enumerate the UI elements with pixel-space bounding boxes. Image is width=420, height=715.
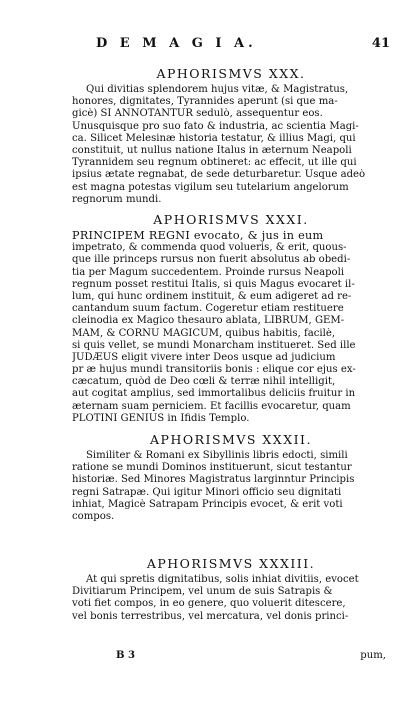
aphorism-30 xyxy=(72,66,390,206)
text-line: At qui spretis dignitatibus, solis inhiat divitiis, evocet xyxy=(86,574,359,585)
text-line: Qui divitias splendorem hujus vitæ, & Magistratus, xyxy=(86,84,349,95)
aphorism-heading: APHORISMVS XXX. xyxy=(156,66,306,81)
text-line: cæcatum, quòd de Deo cœli & terræ nihil intelligit, xyxy=(72,376,336,388)
text-line: regni Satrapæ. Qui igitur Minori officio seu dignitati xyxy=(72,486,342,498)
text-line: si quis vellet, se mundi Monarcham institueret. Sed ille xyxy=(72,339,356,351)
running-head xyxy=(96,36,396,51)
text-line: compos. xyxy=(72,510,115,522)
text-line: impetrato, & commenda quod volueris, & erit, quous- xyxy=(72,242,347,254)
text-line: pr æ hujus mundi transitoriis bonis : elique cor ejus ex- xyxy=(72,364,356,376)
text-line: que ille princeps rursus non fuerit absolutus ab obedi- xyxy=(72,254,351,266)
text-line: tia per Magum succedentem. Proinde rursus Neapoli xyxy=(72,266,345,278)
text-line: ca. Silicet Melesinæ historia testatur, & illius Magi, qui xyxy=(72,132,356,144)
aphorism-text xyxy=(72,450,390,523)
text-line: ratione se mundi Dominos instituerunt, sicut testantur xyxy=(72,462,352,474)
text-line: gicè) SI ANNOTANTUR sedulò, assequentur eos. xyxy=(72,108,323,120)
text-line: MAM, & CORNU MAGICUM, quibus habitis, facilè, xyxy=(72,327,336,339)
aphorism-31 xyxy=(72,212,390,425)
text-line: aut cogitat amplius, sed immortalibus deliciis fruitur in xyxy=(72,388,356,400)
text-line: voti fiet compos, in eo genere, quo voluerit ditescere, xyxy=(72,598,346,610)
text-line: PRINCIPEM REGNI evocato, & jus in eum xyxy=(72,230,324,242)
text-line: historiæ. Sed Minores Magistratus larginntur Principis xyxy=(72,474,355,486)
text-line: Unusquisque pro suo fato & industria, ac scientia Magi- xyxy=(72,120,359,132)
text-line: æternam suam perniciem. Et facillis evocaretur, quam xyxy=(72,400,351,412)
text-line: Divitiarum Principem, vel unum de suis Satrapis & xyxy=(72,586,333,598)
aphorism-text xyxy=(72,230,390,425)
aphorism-32 xyxy=(72,432,390,523)
text-line: constituit, ut nullus natione Italus in æternum Neapoli xyxy=(72,144,352,156)
text-line: cantandum suum factum. Cogeretur etiam restituere xyxy=(72,303,344,315)
text-line: est magna potestas vigilum seu tutelarium angelorum xyxy=(72,181,349,193)
aphorism-text xyxy=(72,574,390,623)
text-line: Similiter & Romani ex Sibyllinis libris edocti, simili xyxy=(86,450,348,461)
text-line: cleinodia ex Magico thesauro ablata, LIBRUM, GEM- xyxy=(72,315,345,327)
text-line: inhiat, Magicè Satrapam Principis evocet, & erit voti xyxy=(72,498,343,510)
text-line: ipsius ætate regnabat, de sede deturbaretur. Usque adeò xyxy=(72,169,366,181)
text-line: JUDÆUS eligit vivere inter Deos usque ad judicium xyxy=(72,351,336,363)
aphorism-heading: APHORISMVS XXXIII. xyxy=(146,556,316,571)
aphorism-heading: APHORISMVS XXXII. xyxy=(150,432,312,447)
aphorism-text xyxy=(72,84,390,206)
signature-mark: B 3 xyxy=(116,650,136,661)
text-line: regnorum mundi. xyxy=(72,193,162,205)
text-line: PLOTINI GENIUS in Ifidis Templo. xyxy=(72,412,250,424)
aphorism-heading: APHORISMVS XXXI. xyxy=(153,212,309,227)
text-line: lum, qui hunc ordinem instituit, & eum adigeret ad re- xyxy=(72,290,352,302)
catchword: pum, xyxy=(360,650,386,661)
page-number: 41 xyxy=(371,36,390,51)
text-line: vel bonis terrestribus, vel mercatura, vel donis princi- xyxy=(72,610,349,622)
text-line: Tyrannidem seu regnum obtineret: ac effecit, ut ille qui xyxy=(72,157,357,169)
aphorism-33 xyxy=(72,556,390,623)
text-line: honores, dignitates, Tyrannides aperunt (si que ma- xyxy=(72,96,338,108)
text-line: regnum posset restitui Italis, si quis Magus evocaret il- xyxy=(72,278,355,290)
running-title: D E M A G I A. xyxy=(96,36,257,51)
